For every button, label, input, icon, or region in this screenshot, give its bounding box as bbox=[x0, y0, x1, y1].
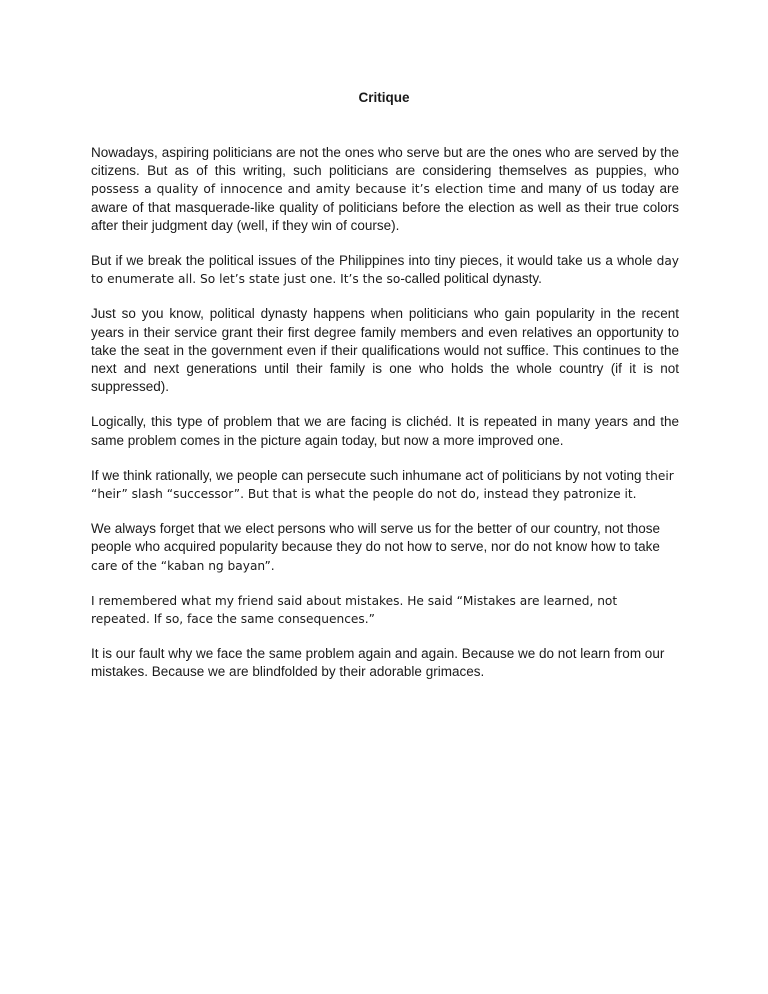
paragraph-1-text-c: and many of us today are aware of that masquerade-like quality of politicians before the election as well as their true colors after their judgment day (well, if they win of course). bbox=[91, 181, 679, 233]
paragraph-3-text: Just so you know, political dynasty happens when politicians who gain popularity in the recent years in their service grant their first degree family members and even relatives an opportunity to take the seat in the government even if their qualifications would not suffice. This continues to the next and next generations until their family is one who holds the whole country (if it is not suppressed). bbox=[91, 306, 679, 395]
paragraph-6-text-a: We always forget that we elect persons who will serve us for the better of our country, not those people who acquired popularity because they do not how to serve, nor do not know how to take bbox=[91, 521, 661, 555]
paragraph-2-text-a: But if we break the political issues of the Philippines into tiny pieces, it would take us a whole bbox=[91, 253, 657, 269]
paragraph-1 bbox=[91, 144, 679, 235]
paragraph-2-text-b: day to enumerate all. So let’s state just one. It’s the so bbox=[91, 254, 679, 287]
paragraph-1-text-a: Nowadays, aspiring politicians are not the ones who serve but are the ones who are served by the citizens. But as of this writing, such politicians are considering themselves as puppies, who bbox=[91, 145, 679, 179]
paragraph-7-text: I remembered what my friend said about mistakes. He said “Mistakes are learned, not repeated. If so, face the same consequences.” bbox=[91, 593, 618, 627]
paragraph-8 bbox=[91, 645, 679, 681]
paragraph-5 bbox=[91, 467, 679, 503]
paragraph-1-text-b: possess a quality of innocence and amity because it’s election time bbox=[91, 182, 516, 197]
paragraph-4 bbox=[91, 413, 679, 449]
paragraph-7 bbox=[91, 592, 679, 628]
paragraph-2-text-c: -called political dynasty. bbox=[400, 271, 542, 287]
paragraph-6-text-b: care of the “kaban ng bayan”. bbox=[91, 558, 275, 573]
paragraph-5-text-b: their “heir” slash “successor”. But that is what the people do not do, instead they patronize it. bbox=[91, 468, 674, 502]
paragraph-2 bbox=[91, 252, 679, 288]
document-body bbox=[91, 144, 679, 699]
paragraph-8-text: It is our fault why we face the same problem again and again. Because we do not learn from our mistakes. Because we are blindfolded by their adorable grimaces. bbox=[91, 646, 665, 680]
paragraph-3 bbox=[91, 305, 679, 396]
paragraph-4-text: Logically, this type of problem that we are facing is clichéd. It is repeated in many years and the same problem comes in the picture again today, but now a more improved one. bbox=[91, 414, 679, 448]
document-title: Critique bbox=[358, 90, 410, 105]
paragraph-5-text-a: If we think rationally, we people can persecute such inhumane act of politicians by not voting bbox=[91, 467, 646, 483]
paragraph-6 bbox=[91, 520, 679, 575]
